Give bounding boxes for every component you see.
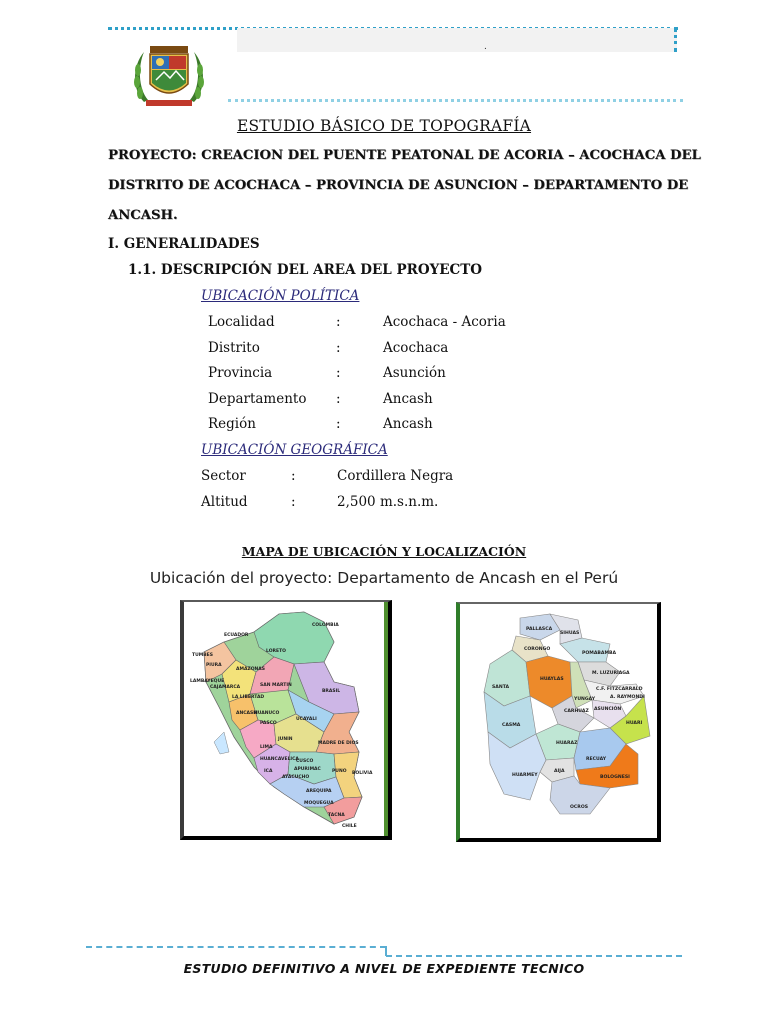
ancash-label: POMABAMBA <box>582 651 617 656</box>
ancash-label: C.F. FITZCARRALD <box>596 687 643 692</box>
ancash-label: PALLASCA <box>526 627 553 632</box>
peru-label: PUNO <box>332 769 347 774</box>
politica-value: Ancash <box>383 416 433 432</box>
ancash-label: HUAYLAS <box>540 677 564 682</box>
politica-label: Provincia <box>208 365 273 381</box>
politica-label: Distrito <box>208 340 260 356</box>
ancash-label: AIJA <box>554 769 565 774</box>
peru-map-labels <box>184 602 384 832</box>
ancash-label: YUNGAY <box>574 697 596 702</box>
geografica-heading: UBICACIÓN GEOGRÁFICA <box>201 442 388 458</box>
ancash-label: CORONGO <box>524 647 551 652</box>
footer-border-right <box>386 955 682 957</box>
peru-label: APURIMAC <box>294 767 321 772</box>
politica-sep: : <box>336 365 341 381</box>
peru-label: UCAYALI <box>296 717 317 722</box>
map-caption: Ubicación del proyecto: Departamento de Ancash en el Perú <box>149 569 619 587</box>
peru-label: HUANUCO <box>254 711 280 716</box>
peru-label: MOQUEGUA <box>304 801 334 806</box>
peru-label: ICA <box>264 769 273 774</box>
ancash-label: ASUNCIÓN <box>594 707 622 712</box>
politica-value: Asunción <box>383 365 446 381</box>
peru-label: ANCASH <box>236 711 258 716</box>
ancash-label: A. RAYMONDI <box>610 695 645 700</box>
ancash-label: RECUAY <box>586 757 607 762</box>
peru-map-frame <box>180 600 392 840</box>
peru-label: AREQUIPA <box>306 789 332 794</box>
header-box <box>237 28 677 52</box>
map-heading: MAPA DE UBICACIÓN Y LOCALIZACIÓN <box>241 544 527 559</box>
politica-value: Ancash <box>383 391 433 407</box>
geografica-value: Cordillera Negra <box>337 468 454 484</box>
politica-value: Acochaca - Acoria <box>383 314 506 330</box>
footer-text: ESTUDIO DEFINITIVO A NIVEL DE EXPEDIENTE TECNICO <box>183 961 585 976</box>
ancash-label: CARHUAZ <box>564 709 589 714</box>
peru-label: CHILE <box>342 824 357 829</box>
politica-sep: : <box>336 391 341 407</box>
peru-label: AMAZONAS <box>236 667 266 672</box>
peru-label: ECUADOR <box>224 633 249 638</box>
peru-label: JUNIN <box>278 737 293 742</box>
ancash-label: OCROS <box>570 805 589 810</box>
ancash-label: HUARI <box>626 721 643 726</box>
project-line-3: ANCASH. <box>108 208 178 223</box>
project-line-1: PROYECTO: CREACION DEL PUENTE PEATONAL DE ACORIA – ACOCHACA DEL <box>108 148 701 163</box>
ancash-label: BOLOGNESI <box>600 775 630 780</box>
ancash-label: SIHUAS <box>560 631 580 636</box>
footer-border-left <box>86 946 386 948</box>
ancash-label: SANTA <box>492 685 510 690</box>
politica-label: Región <box>208 416 256 432</box>
peru-label: CAJAMARCA <box>210 685 241 690</box>
project-line-2: DISTRITO DE ACOCHACA – PROVINCIA DE ASUNCION – DEPARTAMENTO DE <box>108 178 689 193</box>
geografica-value: 2,500 m.s.n.m. <box>337 494 439 510</box>
peru-label: PASCO <box>260 721 277 726</box>
geografica-sep: : <box>291 494 296 510</box>
politica-label: Localidad <box>208 314 275 330</box>
header-mark: . <box>484 42 487 52</box>
politica-sep: : <box>336 340 341 356</box>
ancash-map-labels <box>460 604 653 834</box>
ancash-label: HUARAZ <box>556 741 578 746</box>
peru-label: TUMBES <box>192 653 213 658</box>
politica-sep: : <box>336 416 341 432</box>
peru-label: LAMBAYEQUE <box>190 679 225 684</box>
geografica-sep: : <box>291 468 296 484</box>
peru-label: COLOMBIA <box>312 623 339 628</box>
peru-label: LIMA <box>260 745 273 750</box>
peru-label: TACNA <box>328 813 345 818</box>
peru-label: PIURA <box>206 663 222 668</box>
municipal-emblem-icon <box>130 40 208 112</box>
peru-label: SAN MARTIN <box>260 683 292 688</box>
ancash-map-frame <box>456 602 661 842</box>
peru-label: LA LIBERTAD <box>232 695 265 700</box>
subsection-heading: 1.1. DESCRIPCIÓN DEL AREA DEL PROYECTO <box>128 262 483 278</box>
peru-label: HUANCAVELICA <box>260 757 299 762</box>
ancash-label: CASMA <box>502 723 521 728</box>
peru-label: AYACUCHO <box>282 775 310 780</box>
geografica-label: Altitud <box>201 494 248 510</box>
ancash-label: HUARMEY <box>512 773 538 778</box>
politica-heading: UBICACIÓN POLÍTICA <box>201 288 360 304</box>
peru-label: BRASIL <box>322 689 341 694</box>
header-bottom-border <box>228 99 683 102</box>
document-title: ESTUDIO BÁSICO DE TOPOGRAFÍA <box>236 117 532 135</box>
peru-label: LORETO <box>266 649 286 654</box>
peru-label: CUSCO <box>296 759 314 764</box>
ancash-label: M. LUZURIAGA <box>592 671 630 676</box>
peru-label: MADRE DE DIOS <box>318 741 359 746</box>
peru-label: BOLIVIA <box>352 771 373 776</box>
section-heading: I. GENERALIDADES <box>108 236 260 252</box>
geografica-label: Sector <box>201 468 246 484</box>
politica-label: Departamento <box>208 391 307 407</box>
politica-sep: : <box>336 314 341 330</box>
politica-value: Acochaca <box>383 340 449 356</box>
